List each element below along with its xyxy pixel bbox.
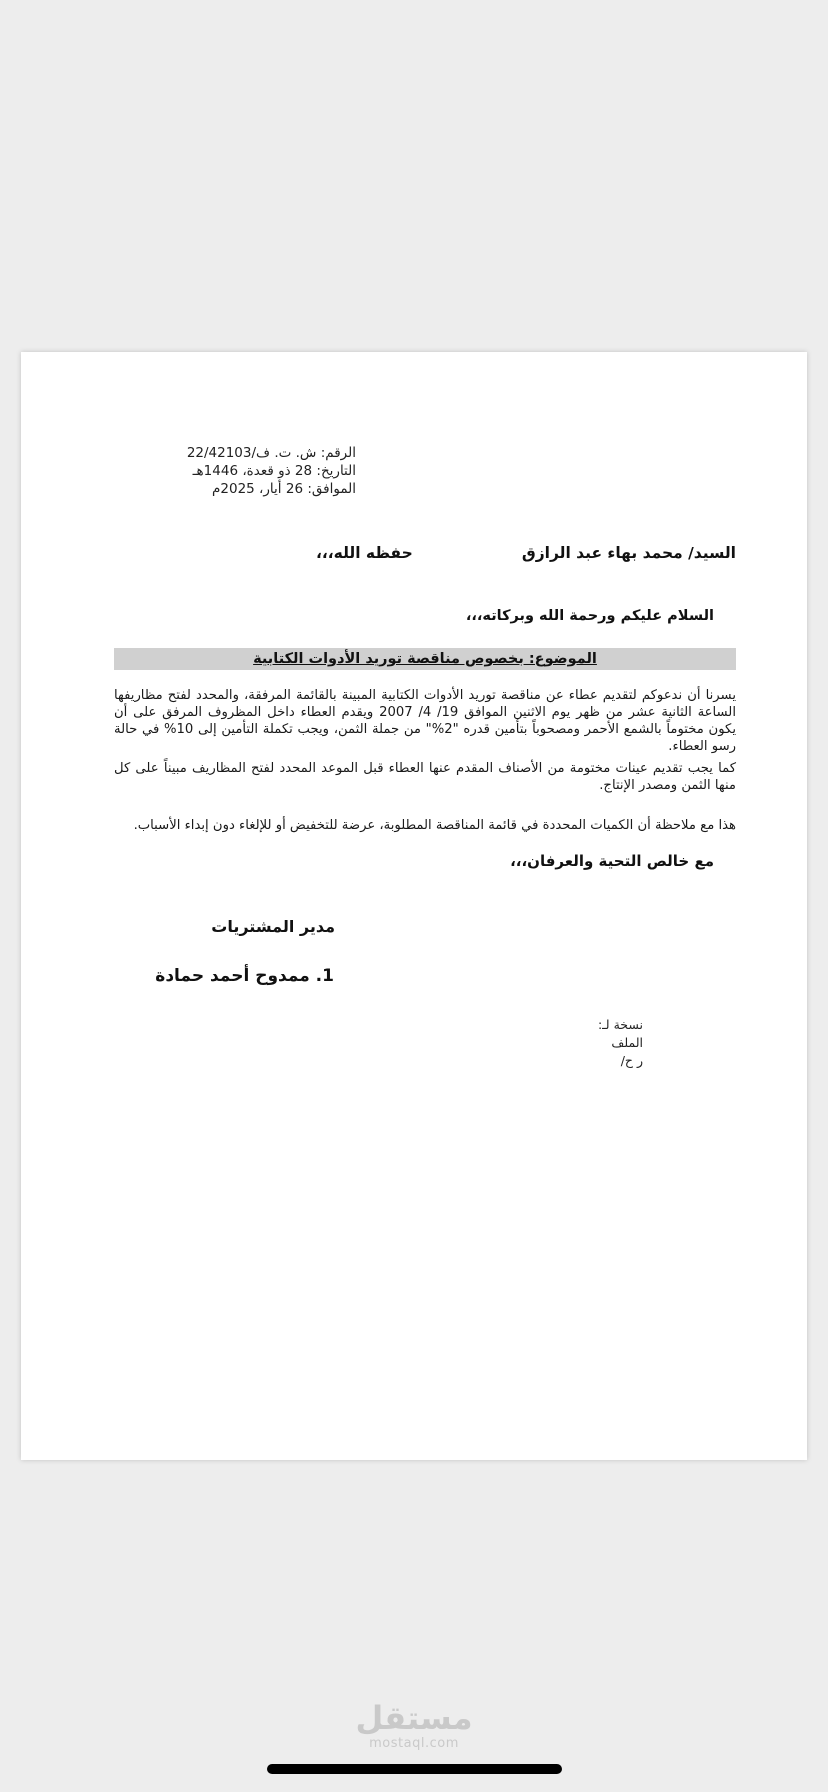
copy-item: ر ح/ [620,1053,643,1068]
body-paragraph-3: هذا مع ملاحظة أن الكميات المحددة في قائمة المناقصة المطلوبة، عرضة للتخفيض أو للإلغاء دون إبداء الأسباب. [133,818,736,833]
letter-page [21,352,807,1460]
signature-title: مدير المشتريات [211,917,335,936]
hijri-date: التاريخ: 28 ذو قعدة، 1446هـ [192,463,356,479]
copies-label: نسخة لـ: [597,1017,643,1032]
mostaql-watermark [0,1700,828,1752]
reference-block [171,444,356,498]
watermark-arabic: مستقل [355,1699,473,1737]
addressee-row [116,544,736,568]
body-paragraph-1: يسرنا أن ندعوكم لتقديم عطاء عن مناقصة توريد الأدوات الكتابية المبينة بالقائمة المرفقة، والمحدد لفتح مظاريفها الساعة الثانية عشر من ظهر يوم الاثنين الموافق 19/ 4/ 2007 ويقدم العطاء داخل المظروف المرفق على أن يكون مختوماً بالشمع الأحمر ومصحوباً بتأمين قدره "2%" من جملة الثمن، ويجب تكملة التأمين إلى 10% في حالة رسو العطاء. [114,688,737,754]
copies-block [598,1016,643,1070]
salutation: السلام عليكم ورحمة الله وبركاته،،، [465,608,714,624]
watermark-latin: mostaql.com [369,1736,459,1751]
gregorian-date: الموافق: 26 أيار، 2025م [212,481,356,497]
addressee-name: السيد/ محمد بهاء عبد الرازق [521,544,736,562]
body-paragraph-2: كما يجب تقديم عينات مختومة من الأصناف المقدم عنها العطاء قبل الموعد المحدد لفتح المظاريف مبيناً على كل منها الثمن ومصدر الإنتاج. [114,761,736,793]
signature-name: 1. ممدوح أحمد حمادة [155,966,334,986]
honorific: حفظه الله،،، [316,544,413,562]
copy-item: الملف [611,1035,643,1050]
subject-line: الموضوع: بخصوص مناقصة توريد الأدوات الكتابية [114,648,736,670]
closing-line: مع خالص التحية والعرفان،،، [510,852,714,870]
reference-number: الرقم: ش. ت. ف/22/42103 [186,445,356,461]
home-indicator[interactable] [267,1764,562,1774]
